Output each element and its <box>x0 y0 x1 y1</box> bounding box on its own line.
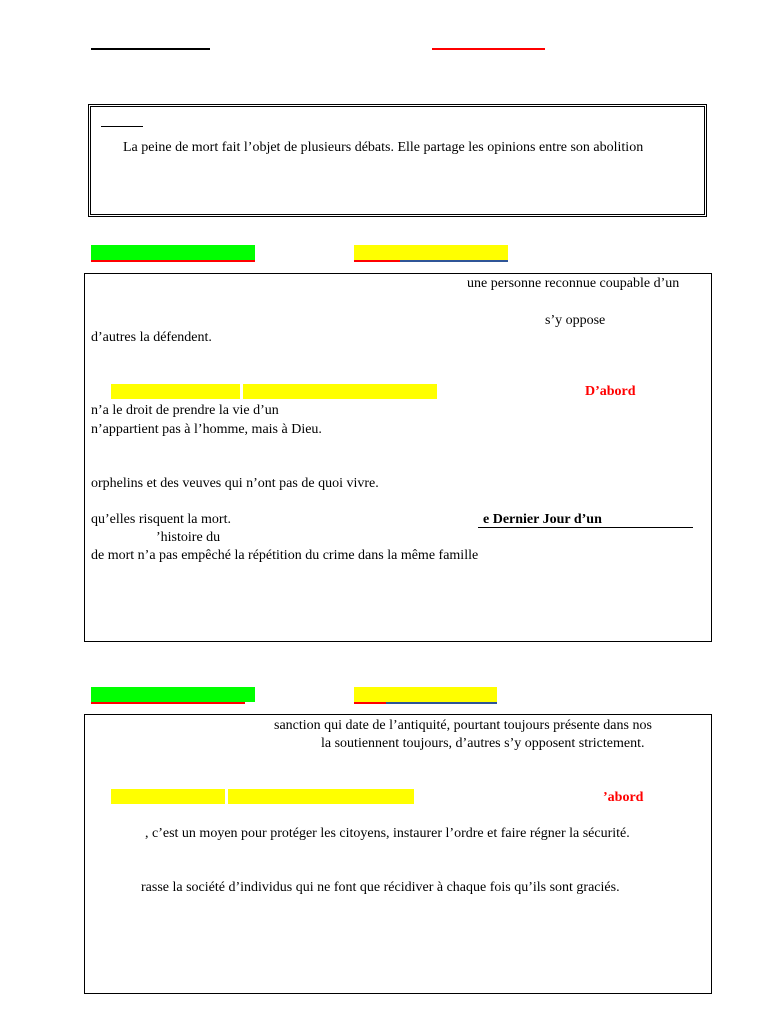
section1-line-9: de mort n’a pas empêché la répétition du crime dans la même famille <box>91 548 479 563</box>
section1-line-4: n’a le droit de prendre la vie d’un <box>91 403 279 418</box>
section1-line-6: orphelins et des veuves qui n’ont pas de quoi vivre. <box>91 476 379 491</box>
header-line-left <box>91 48 210 50</box>
header-line-right <box>432 48 545 50</box>
section2-box <box>84 714 712 994</box>
section1-book-title: e Dernier Jour d’un <box>483 512 602 527</box>
section1-yellow-bar-2 <box>243 384 437 399</box>
section1-yellow-bar-1 <box>111 384 240 399</box>
section2-dabord: ’abord <box>603 790 644 805</box>
section1-green-underline <box>91 260 255 262</box>
section2-line-4: rasse la société d’individus qui ne font que récidiver à chaque fois qu’ils sont graciés. <box>141 880 620 895</box>
section1-line-5: n’appartient pas à l’homme, mais à Dieu. <box>91 422 322 437</box>
section1-dabord: D’abord <box>585 384 636 399</box>
section1-line-8: ’histoire du <box>156 530 221 545</box>
section1-book-underline <box>478 527 693 528</box>
section2-line-2: la soutiennent toujours, d’autres s’y opposent strictement. <box>321 736 645 751</box>
section1-green-highlight <box>91 245 255 260</box>
section1-yellow-highlight <box>354 245 508 260</box>
section1-line-3: d’autres la défendent. <box>91 330 212 345</box>
section2-yellow-bar-1 <box>111 789 225 804</box>
section2-yellow-highlight <box>354 687 497 702</box>
section2-green-underline <box>91 702 245 704</box>
section2-yellow-underline-red <box>354 702 386 704</box>
section1-line-2: s’y oppose <box>545 313 606 328</box>
section2-line-3: , c’est un moyen pour protéger les citoyens, instaurer l’ordre et faire régner la sécurité. <box>145 826 630 841</box>
section2-yellow-bar-2 <box>228 789 414 804</box>
section2-yellow-underline-blue <box>386 702 497 704</box>
section2-line-1: sanction qui date de l’antiquité, pourtant toujours présente dans nos <box>274 718 652 733</box>
section1-line-7: qu’elles risquent la mort. <box>91 512 231 527</box>
section1-line-1: une personne reconnue coupable d’un <box>467 276 680 291</box>
intro-text: La peine de mort fait l’objet de plusieurs débats. Elle partage les opinions entre son abolition <box>123 140 644 155</box>
intro-short-line <box>101 126 143 127</box>
section1-yellow-underline-blue <box>400 260 508 262</box>
section1-box <box>84 273 712 642</box>
section2-green-highlight <box>91 687 255 702</box>
section1-yellow-underline-red <box>354 260 400 262</box>
intro-box <box>88 104 707 217</box>
